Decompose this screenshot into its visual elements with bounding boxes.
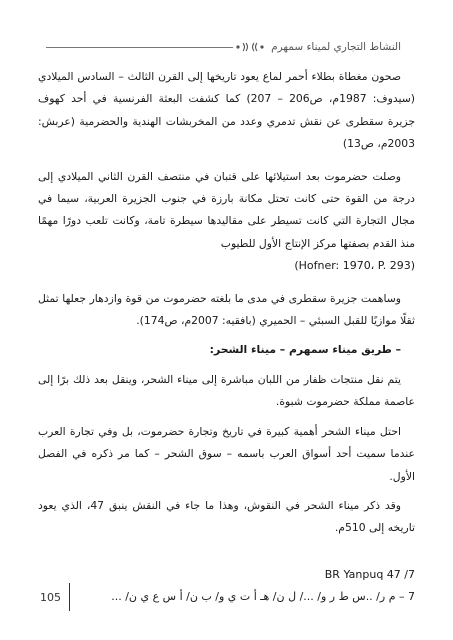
running-header-title: النشاط التجاري لميناء سمهرم	[271, 41, 401, 53]
paragraph-3: وساهمت جزيرة سقطرى في مدى ما بلغته حضرموت من قوة وازدهار جعلها تمثل ثقلًا موازيًا للقبل السبئي – الحميري (بافقيه: 2007م، ص174).	[38, 291, 415, 328]
paragraph-1: صحون مغطاة بطلاء أحمر لماع يعود تاريخها إلى القرن الثالث – السادس الميلادي (سيدوف: 1987م، ص206 – 207) كما كشفت البعثة الفرنسية في أحد كهوف جزيرة سقطرى عن نقش تدمري وعدد من المخربشات الهندية والحضرمية (عربش: 2003م، ص13)	[38, 70, 415, 151]
citation-hofner: (Hofner: 1970، P. 293)	[294, 259, 415, 273]
page-number-area	[40, 583, 70, 611]
paragraph-5: احتل ميناء الشحر أهمية كبيرة في تاريخ وتجارة حضرموت، بل وفي تجارة العرب عندما سميت أحد أسواق العرب باسمه – سوق الشحر – كما مر ذكره في الفصل الأول.	[38, 424, 415, 483]
running-header	[46, 36, 401, 58]
inscription-footnote	[38, 564, 415, 608]
paragraph-4: يتم نقل منتجات ظفار من اللبان مباشرة إلى ميناء الشحر، وينقل بعد ذلك برًا إلى عاصمة مملكة حضرموت شبوة.	[38, 372, 415, 409]
header-rule	[46, 47, 233, 48]
body-text	[38, 66, 415, 540]
paragraph-2: وصلت حضرموت بعد استيلائها على قتبان في منتصف القرن الثاني الميلادي إلى درجة من القوة حتى كانت تحتل مكانة بارزة في جنوب الجزيرة العربية، سيما في مجال التجارة التي كانت تسيطر على مقاليدها سيطرة تامة، وكانت تلعب دورًا مهمًا منذ القدم بصفتها مركز الإنتاج الأول للطيوب	[38, 169, 415, 250]
page-number: 105	[40, 590, 61, 604]
inscription-transliteration: 7 – م ر/ ..س ط ر و/ .../ ل ن/ هـ أ ت ي و/ ب ن/ أ س ع ي ن/ ...	[111, 590, 415, 603]
page-number-bar	[69, 583, 70, 611]
paragraph-6: وقد ذكر ميناء الشحر في النقوش، وهذا ما جاء في النقش ينبق 47، الذي يعود تاريخه إلى 510م.	[38, 498, 415, 535]
section-heading: – طريق ميناء سمهرم – ميناء الشحر:	[209, 343, 401, 357]
inscription-reference: BR Yanpuq 47 /7	[324, 568, 415, 581]
ornament-icon	[235, 41, 265, 53]
